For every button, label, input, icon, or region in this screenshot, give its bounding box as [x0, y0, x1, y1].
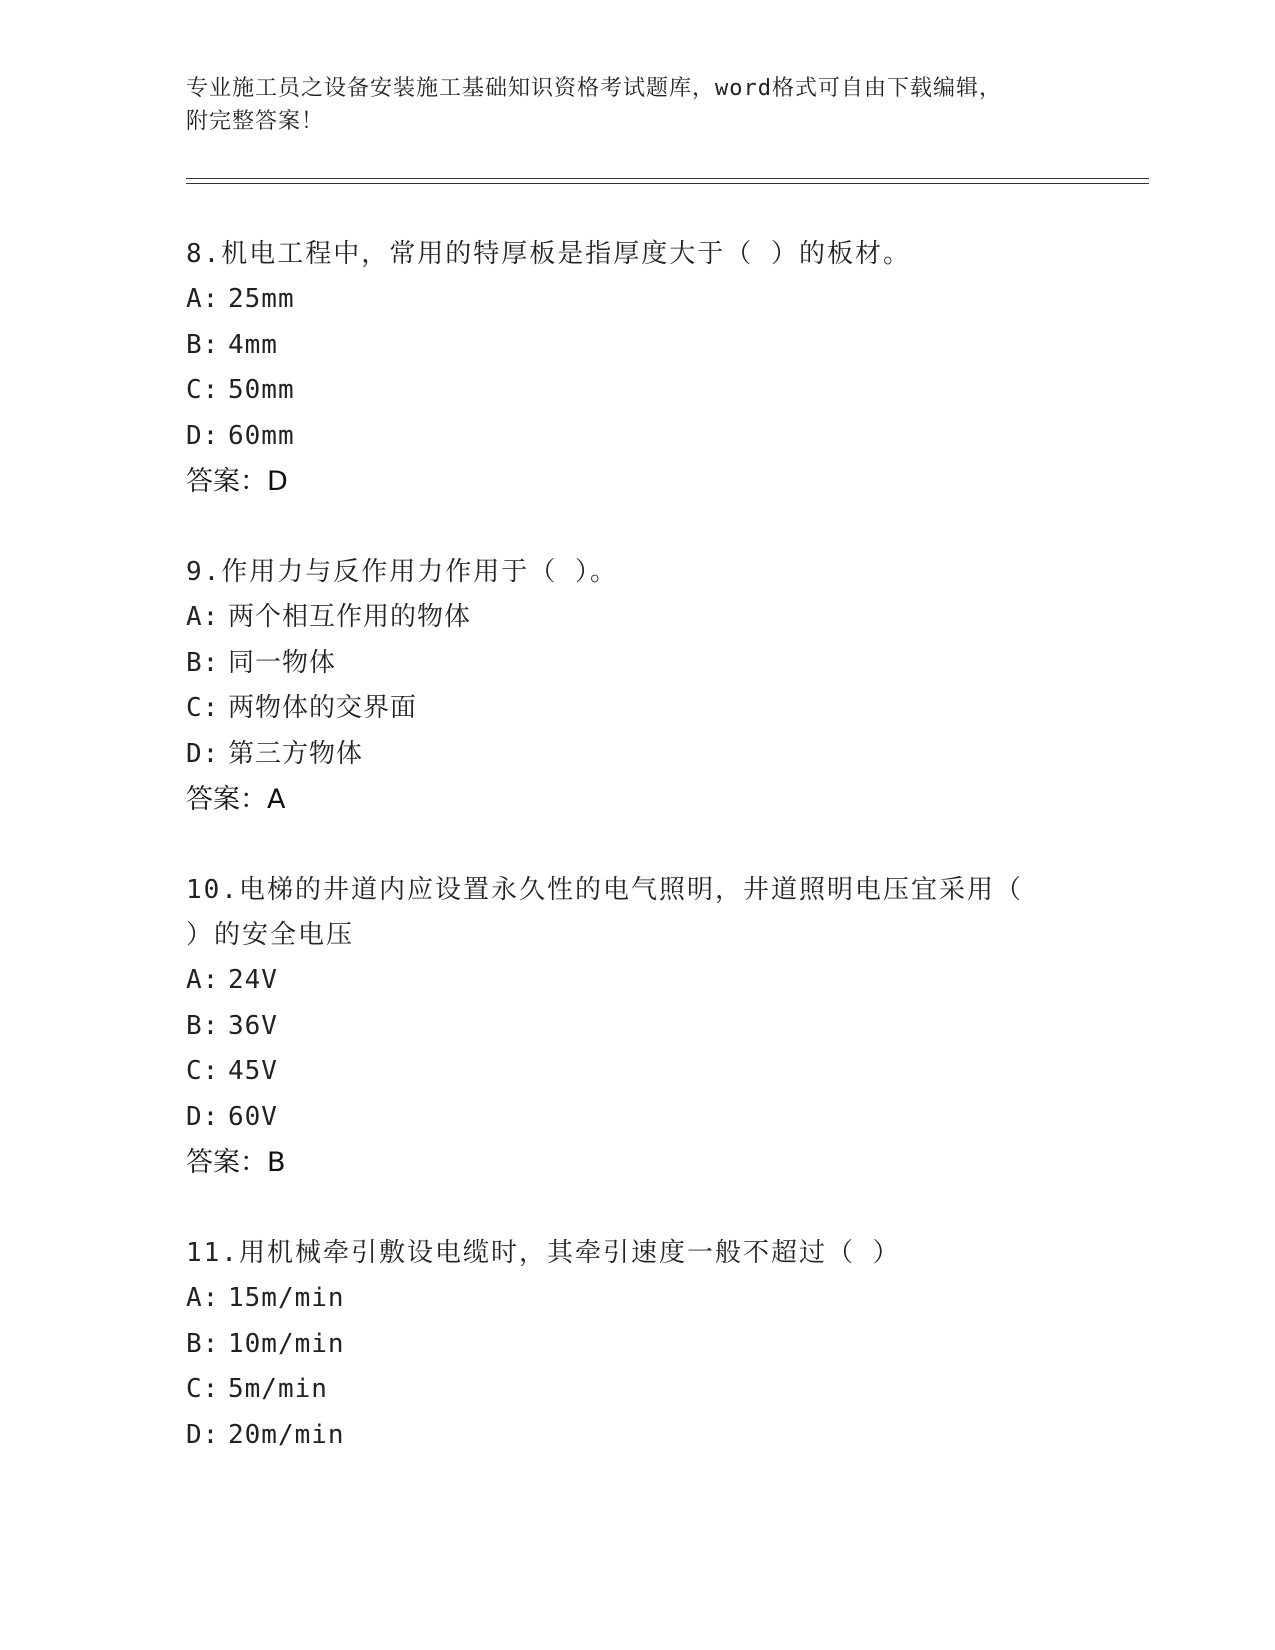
option-text: 20m/min — [228, 1419, 345, 1450]
option-label: A: — [186, 284, 220, 314]
option-label: B: — [186, 329, 220, 360]
option-text: 60mm — [228, 420, 295, 451]
option-label: D: — [186, 420, 220, 451]
option-d — [186, 414, 1086, 460]
answer-text: 答案：A — [186, 784, 286, 815]
header-divider-bottom — [186, 183, 1149, 184]
option-text: 50mm — [228, 375, 295, 405]
option-a — [186, 1276, 1086, 1322]
option-label: C: — [186, 1374, 220, 1404]
option-text: 45V — [228, 1056, 278, 1086]
document-header — [186, 72, 1086, 138]
question-10 — [186, 868, 1086, 1185]
option-text: 4mm — [228, 329, 278, 360]
option-b — [186, 1322, 1086, 1368]
option-c — [186, 686, 1086, 732]
option-label: D: — [186, 738, 220, 769]
answer-text: 答案：D — [186, 466, 288, 497]
option-a — [186, 277, 1086, 323]
option-text: 15m/min — [228, 1283, 345, 1313]
option-d — [186, 732, 1086, 778]
question-9 — [186, 550, 1086, 822]
option-label: A: — [186, 1283, 220, 1313]
question-text: 8.机电工程中，常用的特厚板是指厚度大于（ ）的板材。 — [186, 239, 911, 269]
option-label: B: — [186, 1328, 220, 1359]
question-text: 9.作用力与反作用力作用于（ ）。 — [186, 557, 618, 587]
option-label: D: — [186, 1419, 220, 1450]
option-label: A: — [186, 602, 220, 632]
question-text: 10.电梯的井道内应设置永久性的电气照明，井道照明电压宜采用（ — [186, 875, 1023, 905]
option-a — [186, 595, 1086, 641]
option-c — [186, 1049, 1086, 1095]
answer-text: 答案：B — [186, 1147, 286, 1178]
option-label: A: — [186, 965, 220, 995]
option-text: 5m/min — [228, 1374, 328, 1404]
option-label: B: — [186, 1010, 220, 1041]
question-text: 11.用机械牵引敷设电缆时，其牵引速度一般不超过（ ） — [186, 1238, 901, 1268]
option-text: 两物体的交界面 — [228, 693, 418, 723]
option-text: 24V — [228, 965, 278, 995]
option-d — [186, 1095, 1086, 1141]
option-c — [186, 368, 1086, 414]
header-divider-top — [186, 178, 1149, 179]
option-d — [186, 1413, 1086, 1459]
option-text: 同一物体 — [228, 647, 337, 678]
option-text: 25mm — [228, 284, 295, 314]
question-8 — [186, 232, 1086, 504]
option-c — [186, 1367, 1086, 1413]
option-text: 60V — [228, 1101, 278, 1132]
option-b — [186, 1004, 1086, 1050]
option-b — [186, 323, 1086, 369]
option-text: 10m/min — [228, 1328, 345, 1359]
option-label: C: — [186, 693, 220, 723]
option-label: D: — [186, 1101, 220, 1132]
option-a — [186, 958, 1086, 1004]
option-text: 36V — [228, 1010, 278, 1041]
option-text: 两个相互作用的物体 — [228, 602, 472, 632]
option-b — [186, 641, 1086, 687]
header-line-1: 专业施工员之设备安装施工基础知识资格考试题库，word格式可自由下载编辑， — [186, 76, 1002, 101]
question-text-continued: ）的安全电压 — [186, 920, 355, 950]
header-line-2: 附完整答案！ — [186, 109, 325, 134]
option-label: C: — [186, 375, 220, 405]
option-label: B: — [186, 647, 220, 678]
question-11 — [186, 1231, 1086, 1458]
option-text: 第三方物体 — [228, 738, 364, 769]
option-label: C: — [186, 1056, 220, 1086]
